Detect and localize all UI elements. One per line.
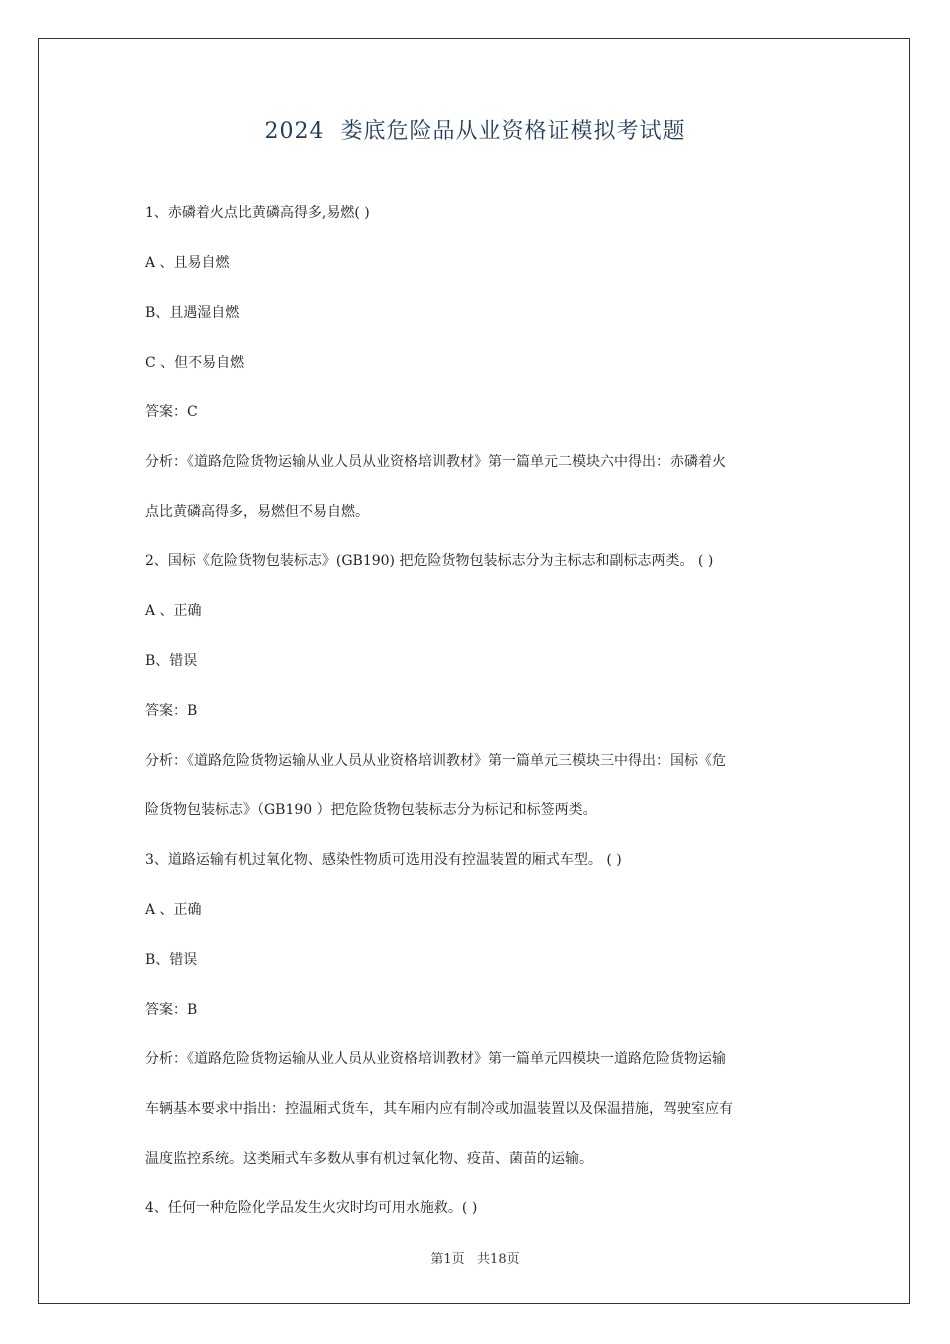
question-1-analysis-line-2: 点比黄磷高得多，易燃但不易自燃。 bbox=[145, 504, 369, 520]
question-2-option-b: B、错误 bbox=[145, 653, 198, 669]
question-2-analysis-line-1: 分析：《道路危险货物运输从业人员从业资格培训教材》第一篇单元三模块三中得出：国标《危 bbox=[145, 753, 726, 769]
question-3-analysis-line-3: 温度监控系统。这类厢式车多数从事有机过氧化物、疫苗、菌苗的运输。 bbox=[145, 1151, 593, 1167]
question-3-option-b: B、错误 bbox=[145, 952, 198, 968]
question-1-option-b: B、且遇湿自燃 bbox=[145, 305, 240, 321]
question-2-answer: 答案：B bbox=[145, 703, 198, 719]
question-3-analysis-line-2: 车辆基本要求中指出：控温厢式货车，其车厢内应有制冷或加温装置以及保温措施，驾驶室应有 bbox=[145, 1101, 733, 1117]
question-3-answer: 答案：B bbox=[145, 1002, 198, 1018]
question-4-stem: 4、任何一种危险化学品发生火灾时均可用水施救。( ) bbox=[145, 1200, 478, 1216]
question-2-option-a: A 、正确 bbox=[145, 603, 202, 619]
question-1-analysis-line-1: 分析：《道路危险货物运输从业人员从业资格培训教材》第一篇单元二模块六中得出：赤磷着火 bbox=[145, 454, 726, 470]
question-3-option-a: A 、正确 bbox=[145, 902, 202, 918]
question-2-stem: 2、国标《危险货物包装标志》(GB190) 把危险货物包装标志分为主标志和副标志两类。 ( ) bbox=[145, 553, 714, 569]
question-1-answer: 答案：C bbox=[145, 404, 198, 420]
question-2-analysis-line-2: 险货物包装标志》（GB190 ）把危险货物包装标志分为标记和标签两类。 bbox=[145, 802, 597, 818]
page-number-footer: 第1页 共18页 bbox=[430, 1252, 520, 1267]
question-3-analysis-line-1: 分析：《道路危险货物运输从业人员从业资格培训教材》第一篇单元四模块一道路危险货物运输 bbox=[145, 1051, 726, 1067]
question-1-option-a: A 、且易自燃 bbox=[145, 255, 230, 271]
question-3-stem: 3、道路运输有机过氧化物、感染性物质可选用没有控温装置的厢式车型。 ( ) bbox=[145, 852, 622, 868]
question-1-option-c: C 、但不易自燃 bbox=[145, 355, 245, 371]
document-title: 2024 娄底危险品从业资格证模拟考试题 bbox=[264, 119, 686, 144]
question-1-stem: 1、赤磷着火点比黄磷高得多,易燃( ) bbox=[145, 205, 370, 221]
